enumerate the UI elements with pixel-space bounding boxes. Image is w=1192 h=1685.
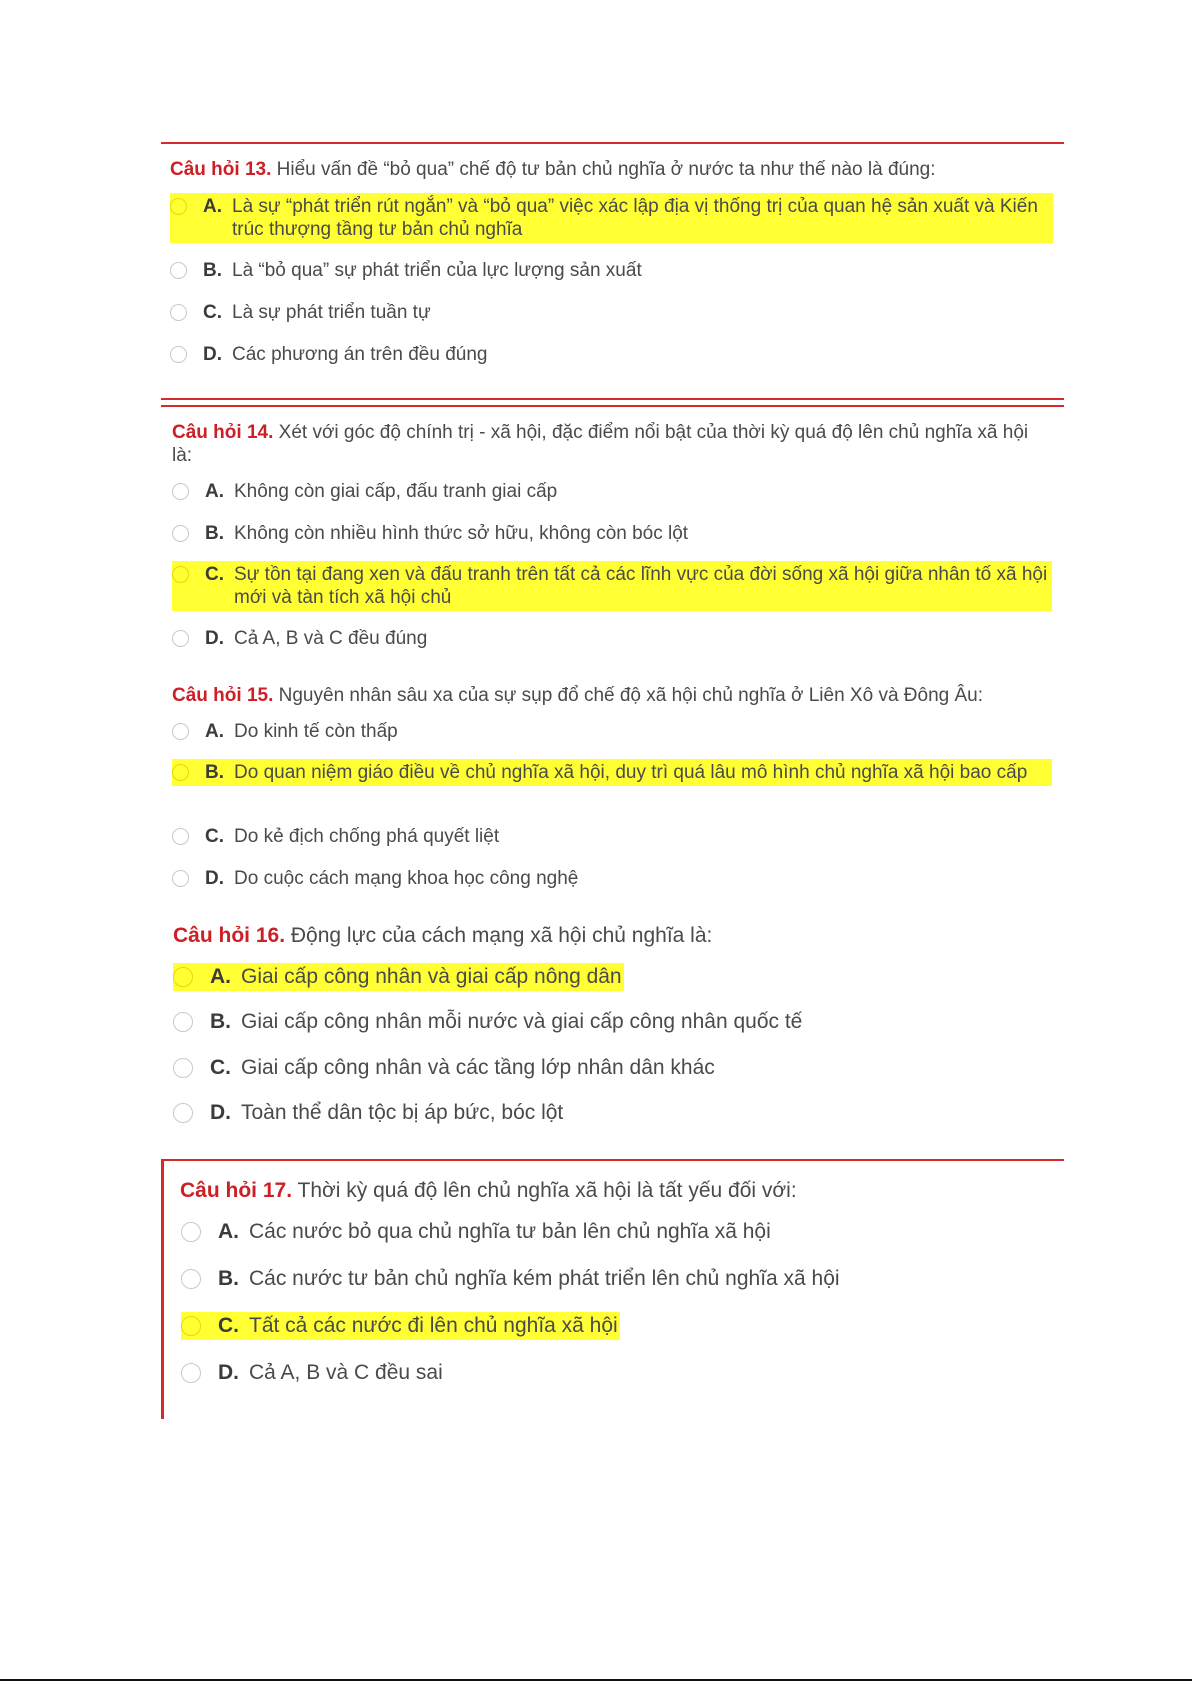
option-17-c[interactable] (181, 1312, 620, 1340)
question-text: Xét với góc độ chính trị - xã hội, đặc điểm nổi bật của thời kỳ quá độ lên chủ nghĩa xã hội là: (172, 422, 1029, 466)
option-letter: C. (218, 1314, 239, 1337)
question-15 (172, 684, 1052, 707)
page-bottom-border (0, 1679, 1192, 1681)
radio-icon[interactable] (181, 1363, 201, 1383)
radio-icon[interactable] (172, 828, 189, 845)
radio-icon[interactable] (172, 566, 189, 583)
option-text: Do cuộc cách mạng khoa học công nghệ (234, 868, 579, 889)
option-15-c[interactable] (172, 825, 499, 848)
question-heading (170, 158, 1060, 181)
question-17 (180, 1178, 1050, 1204)
option-letter: C. (205, 826, 224, 847)
option-letter: A. (205, 481, 224, 502)
radio-icon[interactable] (170, 262, 187, 279)
option-15-d[interactable] (172, 867, 578, 890)
radio-icon[interactable] (172, 630, 189, 647)
option-text: Giai cấp công nhân và các tầng lớp nhân dân khác (241, 1056, 715, 1079)
option-letter: A. (205, 721, 224, 742)
question-heading (172, 684, 1052, 707)
option-text: Là “bỏ qua” sự phát triển của lực lượng sản xuất (232, 260, 642, 281)
option-letter: D. (205, 868, 224, 889)
option-letter: B. (205, 762, 224, 783)
option-letter: D. (205, 628, 224, 649)
option-letter: B. (205, 523, 224, 544)
option-text: Sự tồn tại đang xen và đấu tranh trên tất cả các lĩnh vực của đời sống xã hội giữa nhân tố xã hội mới và tàn tích xã hội chủ (234, 564, 1048, 608)
divider-top-q14-a (161, 398, 1064, 400)
radio-icon[interactable] (181, 1222, 201, 1242)
option-letter: D. (210, 1101, 231, 1124)
question-number: Câu hỏi 13. (170, 159, 272, 180)
option-text: Toàn thể dân tộc bị áp bức, bóc lột (241, 1101, 564, 1124)
divider-top-q14-b (161, 405, 1064, 407)
option-13-c[interactable] (170, 301, 431, 324)
radio-icon[interactable] (173, 1012, 193, 1032)
radio-icon[interactable] (170, 198, 187, 215)
option-text: Các nước tư bản chủ nghĩa kém phát triển lên chủ nghĩa xã hội (249, 1267, 840, 1290)
radio-icon[interactable] (173, 1103, 193, 1123)
option-text: Giai cấp công nhân và giai cấp nông dân (241, 965, 622, 988)
option-text: Tất cả các nước đi lên chủ nghĩa xã hội (249, 1314, 618, 1337)
question-text: Động lực của cách mạng xã hội chủ nghĩa là: (290, 924, 713, 947)
option-letter: A. (203, 196, 222, 217)
question-number: Câu hỏi 17. (180, 1179, 293, 1202)
option-15-b[interactable] (172, 759, 1052, 786)
radio-icon[interactable] (172, 764, 189, 781)
option-14-a[interactable] (172, 480, 557, 503)
option-16-b[interactable] (173, 1009, 802, 1035)
option-17-b[interactable] (181, 1266, 840, 1292)
radio-icon[interactable] (172, 525, 189, 542)
option-13-d[interactable] (170, 343, 487, 366)
question-number: Câu hỏi 15. (172, 685, 274, 706)
divider-top-q17 (161, 1159, 1064, 1161)
question-16 (173, 923, 1053, 949)
option-text: Cả A, B và C đều đúng (234, 628, 428, 649)
option-17-d[interactable] (181, 1360, 443, 1386)
radio-icon[interactable] (172, 483, 189, 500)
option-letter: A. (218, 1220, 239, 1243)
option-17-a[interactable] (181, 1219, 771, 1245)
question-heading (180, 1178, 1050, 1204)
question-heading (172, 421, 1052, 467)
option-14-b[interactable] (172, 522, 688, 545)
option-16-c[interactable] (173, 1055, 715, 1081)
option-letter: D. (218, 1361, 239, 1384)
divider-top-q13 (161, 142, 1064, 144)
question-14 (172, 421, 1052, 467)
divider-left-q17 (161, 1159, 164, 1419)
option-text: Không còn nhiều hình thức sở hữu, không còn bóc lột (234, 523, 689, 544)
radio-icon[interactable] (172, 870, 189, 887)
radio-icon[interactable] (173, 967, 193, 987)
option-15-a[interactable] (172, 720, 398, 743)
radio-icon[interactable] (181, 1269, 201, 1289)
option-letter: B. (203, 260, 222, 281)
option-letter: B. (210, 1010, 231, 1033)
radio-icon[interactable] (181, 1316, 201, 1336)
option-16-d[interactable] (173, 1100, 563, 1126)
option-text: Là sự phát triển tuần tự (232, 302, 431, 323)
option-letter: C. (210, 1056, 231, 1079)
option-letter: D. (203, 344, 222, 365)
option-letter: C. (203, 302, 222, 323)
option-text: Do kẻ địch chống phá quyết liệt (234, 826, 500, 847)
option-text: Các nước bỏ qua chủ nghĩa tư bản lên chủ nghĩa xã hội (249, 1220, 771, 1243)
option-14-c[interactable] (172, 561, 1052, 611)
option-letter: A. (210, 965, 231, 988)
option-text: Do kinh tế còn thấp (234, 721, 398, 742)
question-text: Hiểu vấn đề “bỏ qua” chế độ tư bản chủ nghĩa ở nước ta như thế nào là đúng: (276, 159, 936, 180)
option-text: Là sự “phát triển rút ngắn” và “bỏ qua” việc xác lập địa vị thống trị của quan hệ sản xuất và Kiến trúc thượng tầng tư bản chủ nghĩa (232, 196, 1038, 240)
option-letter: C. (205, 564, 224, 585)
question-text: Thời kỳ quá độ lên chủ nghĩa xã hội là tất yếu đối với: (297, 1179, 797, 1202)
question-number: Câu hỏi 16. (173, 924, 286, 947)
option-letter: B. (218, 1267, 239, 1290)
option-14-d[interactable] (172, 627, 427, 650)
option-text: Không còn giai cấp, đấu tranh giai cấp (234, 481, 558, 502)
radio-icon[interactable] (172, 723, 189, 740)
option-13-a[interactable] (170, 193, 1053, 243)
question-heading (173, 923, 1053, 949)
question-text: Nguyên nhân sâu xa của sự sụp đổ chế độ xã hội chủ nghĩa ở Liên Xô và Đông Âu: (278, 685, 984, 706)
option-13-b[interactable] (170, 259, 642, 282)
radio-icon[interactable] (170, 304, 187, 321)
option-text: Do quan niệm giáo điều về chủ nghĩa xã hội, duy trì quá lâu mô hình chủ nghĩa xã hội bao cấp (234, 762, 1028, 783)
question-number: Câu hỏi 14. (172, 422, 274, 443)
option-16-a[interactable] (173, 963, 624, 991)
question-13 (170, 158, 1060, 181)
option-text: Các phương án trên đều đúng (232, 344, 488, 365)
radio-icon[interactable] (170, 346, 187, 363)
option-text: Giai cấp công nhân mỗi nước và giai cấp công nhân quốc tế (241, 1010, 803, 1033)
option-text: Cả A, B và C đều sai (249, 1361, 443, 1384)
radio-icon[interactable] (173, 1058, 193, 1078)
